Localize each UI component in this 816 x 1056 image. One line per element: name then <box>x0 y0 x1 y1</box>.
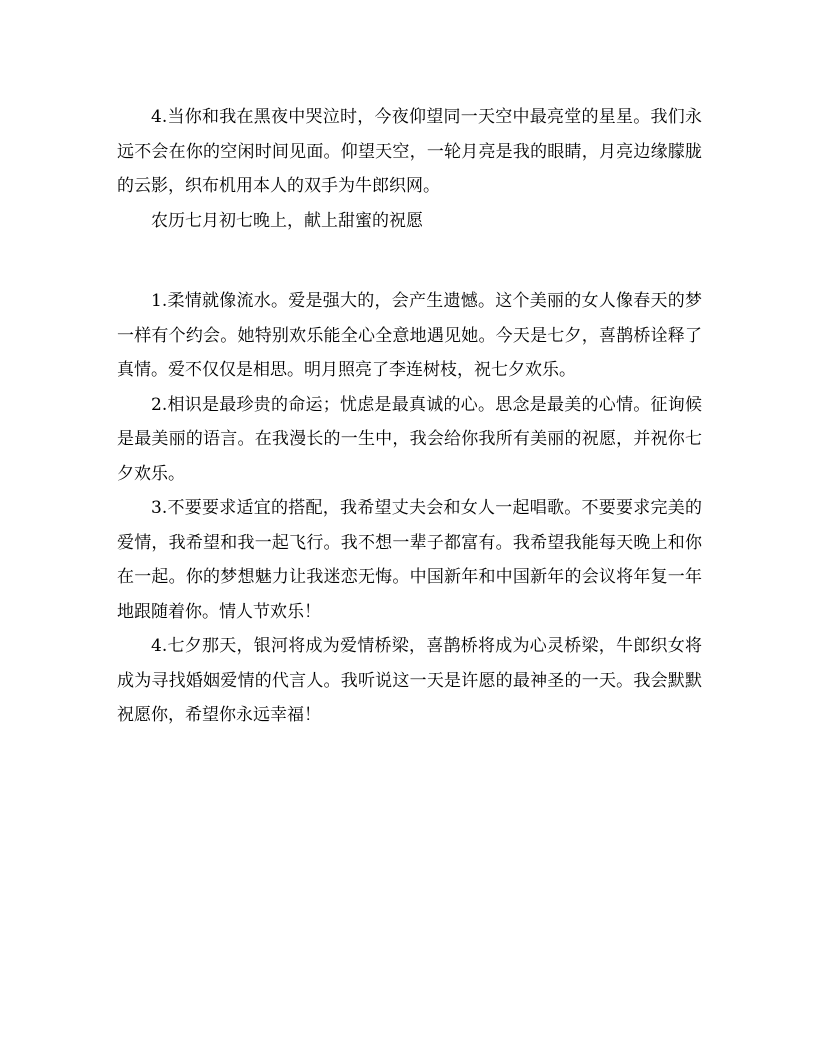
paragraph-wish-4-stars: 4.当你和我在黑夜中哭泣时，今夜仰望同一天空中最亮堂的星星。我们永远不会在你的空闲时间见面。仰望天空，一轮月亮是我的眼睛，月亮边缘朦胧的云影，织布机用本人的双手为牛郎织网。 <box>117 107 702 196</box>
paragraph-wish-2: 2.相识是最珍贵的命运；忧虑是最真诚的心。思念是最美的心情。征询候是最美丽的语言。在我漫长的一生中，我会给你我所有美丽的祝愿，并祝你七夕欢乐。 <box>117 394 702 484</box>
paragraph-wish-1: 1.柔情就像流水。爱是强大的，会产生遗憾。这个美丽的女人像春天的梦一样有个约会。她特别欢乐能全心全意地遇见她。今天是七夕，喜鹊桥诠释了真情。爱不仅仅是相思。明月照亮了李连树枝，祝七夕欢乐。 <box>117 291 702 380</box>
paragraph-wish-3: 3.不要要求适宜的搭配，我希望丈夫会和女人一起唱歌。不要要求完美的爱情，我希望和我一起飞行。我不想一辈子都富有。我希望我能每天晚上和你在一起。你的梦想魅力让我迷恋无悔。中国新年和中国新年的会议将年复一年地跟随着你。情人节欢乐！ <box>117 498 702 622</box>
document-body <box>117 100 702 733</box>
paragraph-wish-4: 4.七夕那天，银河将成为爱情桥梁，喜鹊桥将成为心灵桥梁，牛郎织女将成为寻找婚姻爱情的代言人。我听说这一天是许愿的最神圣的一天。我会默默祝愿你，希望你永远幸福！ <box>117 636 702 725</box>
blank-line <box>117 238 702 284</box>
section-heading: 农历七月初七晚上，献上甜蜜的祝愿 <box>151 210 423 231</box>
